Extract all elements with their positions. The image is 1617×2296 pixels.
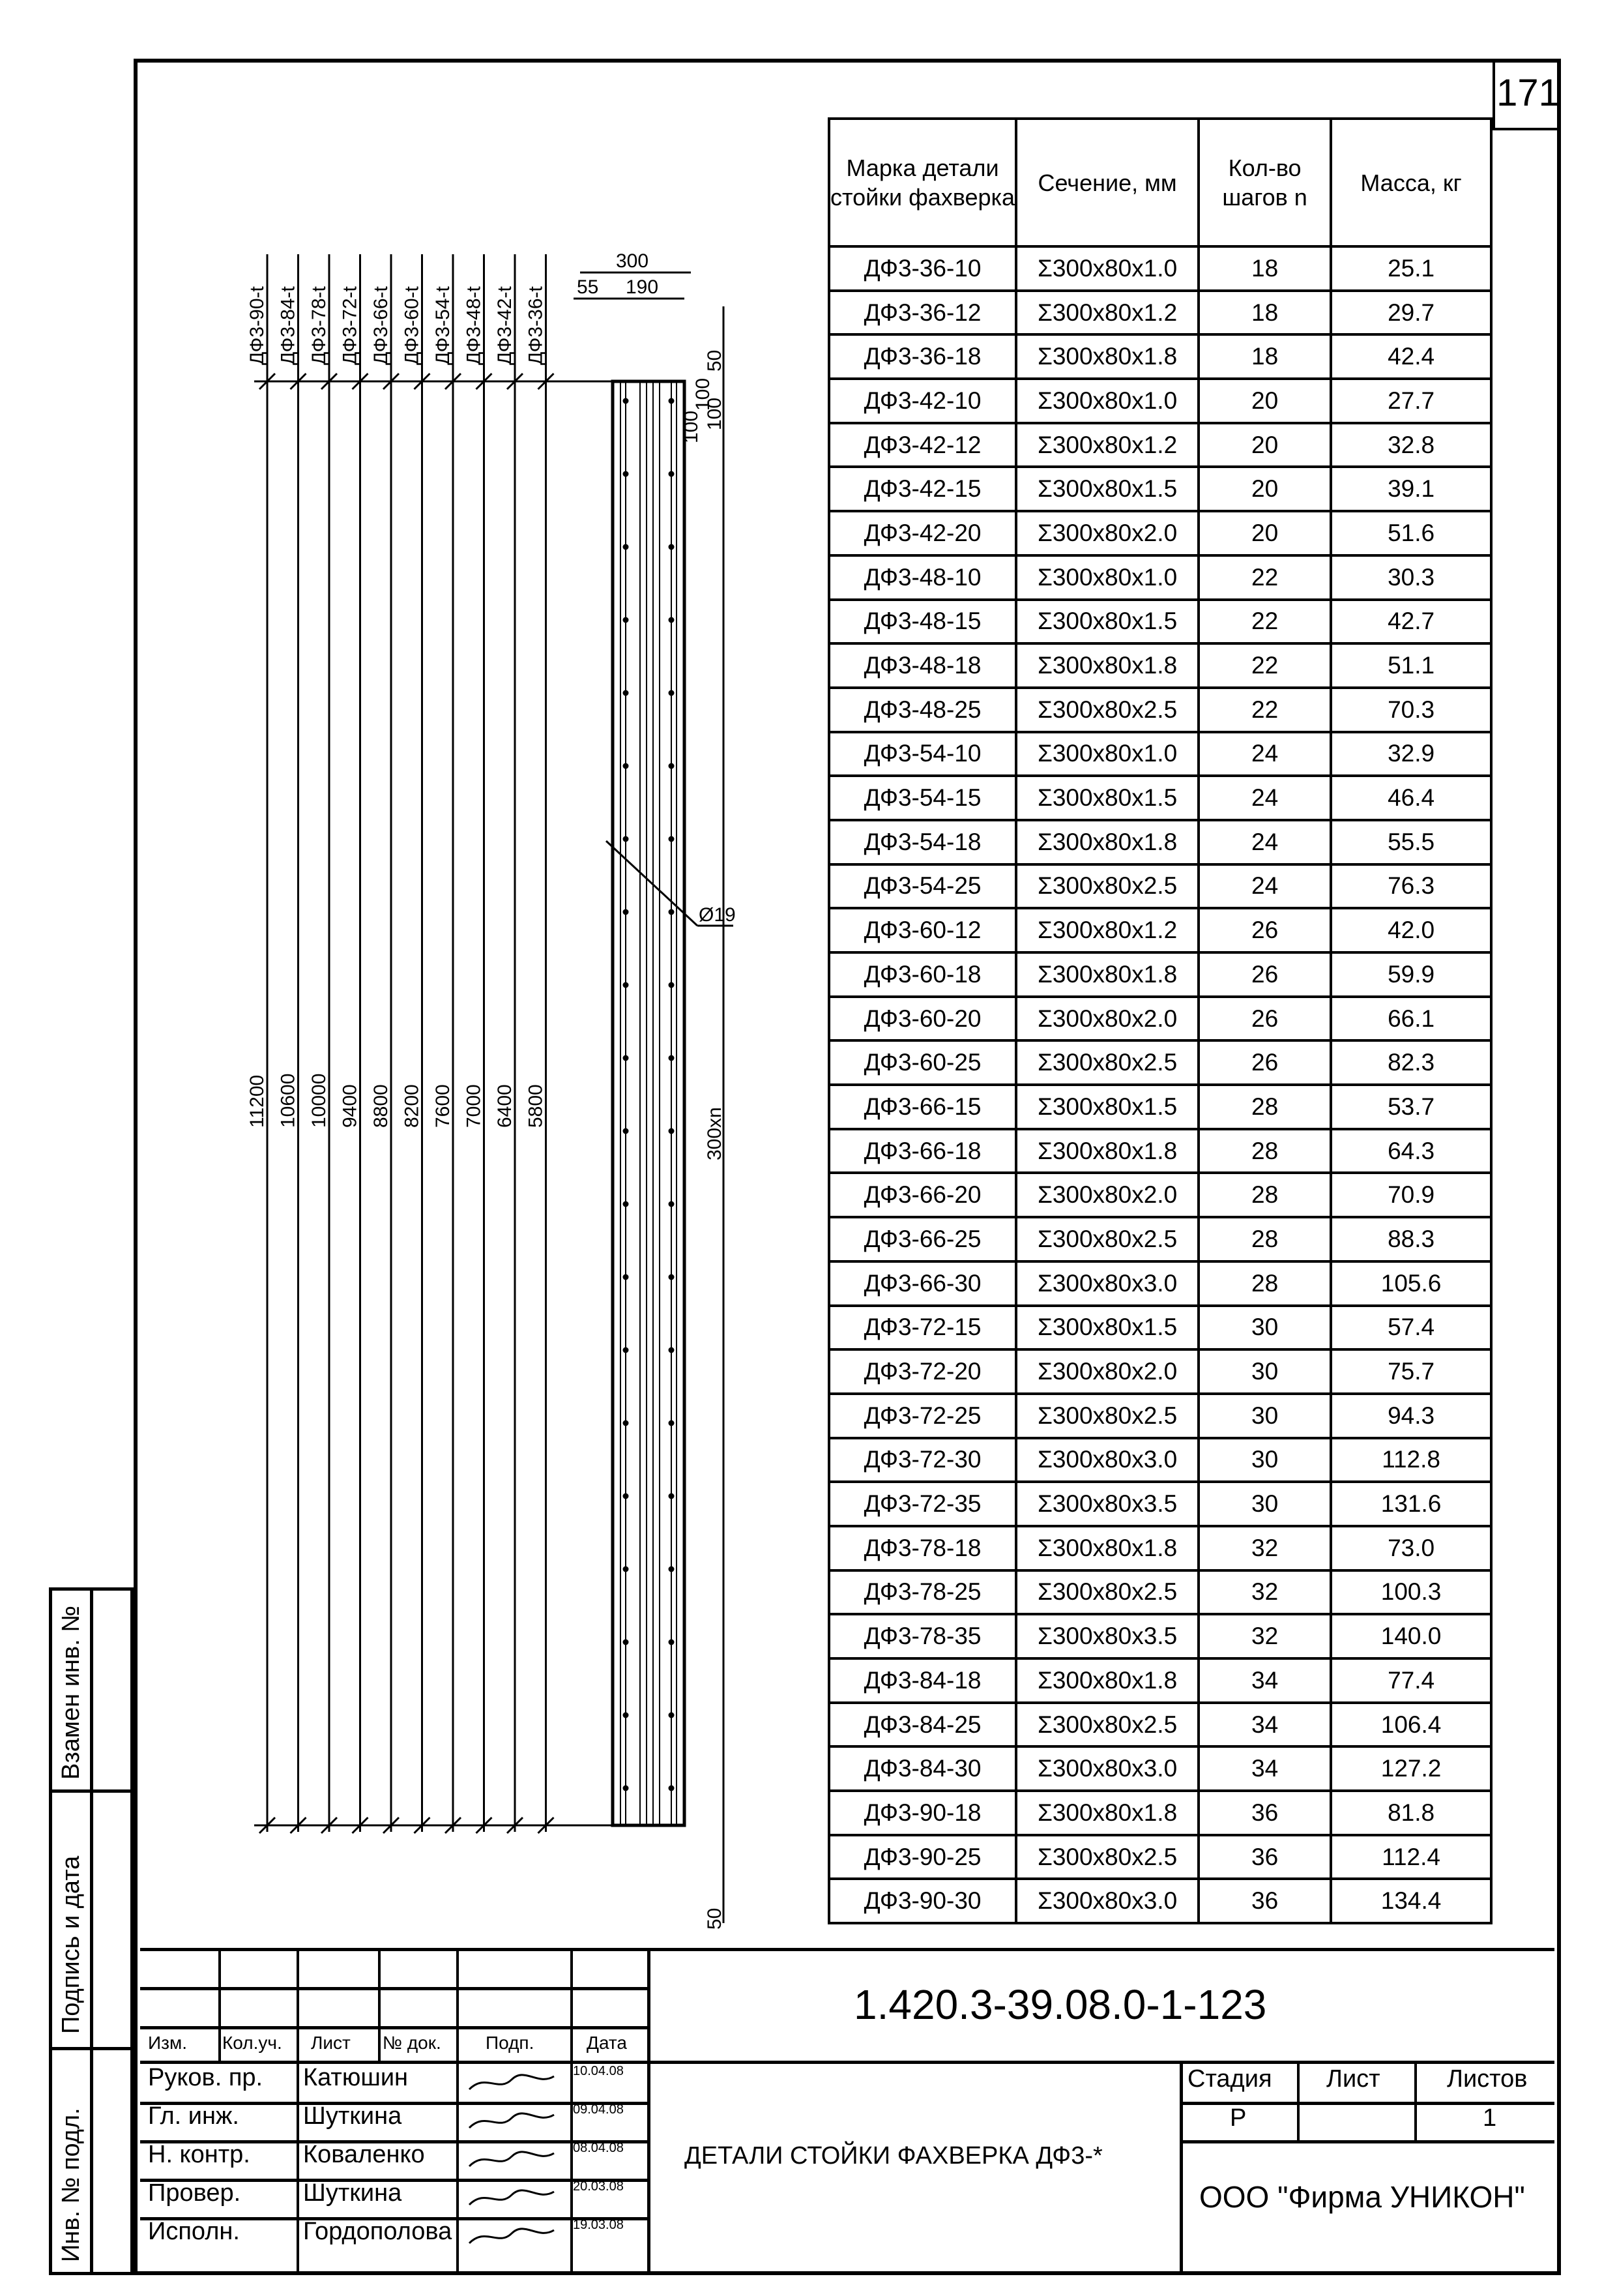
cell-steps: 18 [1199, 246, 1331, 291]
cell-section: Σ300x80x1.5 [1016, 1085, 1199, 1129]
mark-label: ДФ3-78-t [308, 286, 330, 365]
cell-mark: ДФ3-42-10 [829, 379, 1016, 423]
sign-date-label: Подпись и дата [57, 1855, 85, 2034]
cell-section: Σ300x80x2.0 [1016, 997, 1199, 1041]
cell-mark: ДФ3-90-18 [829, 1791, 1016, 1835]
role-0: Руков. пр. [148, 2064, 263, 2091]
dim-190: 190 [626, 276, 659, 298]
cell-section: Σ300x80x1.2 [1016, 908, 1199, 952]
cell-steps: 20 [1199, 511, 1331, 555]
cell-steps: 22 [1199, 643, 1331, 688]
signature [466, 2112, 557, 2131]
cell-mass: 27.7 [1331, 379, 1491, 423]
cell-mass: 51.1 [1331, 643, 1491, 688]
cell-mark: ДФ3-54-18 [829, 820, 1016, 864]
cell-steps: 18 [1199, 291, 1331, 335]
cell-section: Σ300x80x1.5 [1016, 467, 1199, 511]
cell-steps: 24 [1199, 820, 1331, 864]
table-row [829, 555, 1491, 600]
cell-mark: ДФ3-36-12 [829, 291, 1016, 335]
length-label: 9400 [339, 1084, 361, 1128]
cell-steps: 28 [1199, 1217, 1331, 1261]
cell-mass: 81.8 [1331, 1791, 1491, 1835]
table-row [829, 1394, 1491, 1438]
mark-label: ДФ3-90-t [246, 286, 268, 365]
hdr-kol: Кол.уч. [222, 2033, 282, 2053]
table-row [829, 1217, 1491, 1261]
cell-mark: ДФ3-84-18 [829, 1658, 1016, 1703]
cell-steps: 28 [1199, 1261, 1331, 1306]
table-row [829, 997, 1491, 1041]
cell-section: Σ300x80x2.5 [1016, 1703, 1199, 1747]
sheets-value: 1 [1483, 2104, 1497, 2132]
inv-label: Инв. № подл. [57, 2108, 85, 2262]
cell-steps: 36 [1199, 1791, 1331, 1835]
cell-mark: ДФ3-60-20 [829, 997, 1016, 1041]
mark-label: ДФ3-72-t [339, 286, 361, 365]
left-stamp [49, 1587, 134, 2275]
cell-mark: ДФ3-36-10 [829, 246, 1016, 291]
table-row [829, 1703, 1491, 1747]
cell-mark: ДФ3-84-25 [829, 1703, 1016, 1747]
mark-label: ДФ3-36-t [525, 286, 547, 365]
cell-mass: 127.2 [1331, 1746, 1491, 1791]
cell-section: Σ300x80x1.0 [1016, 555, 1199, 600]
sheet-label: Лист [1326, 2065, 1380, 2093]
cell-section: Σ300x80x3.0 [1016, 1746, 1199, 1791]
table-row [829, 1173, 1491, 1217]
cell-section: Σ300x80x1.0 [1016, 732, 1199, 776]
cell-mass: 88.3 [1331, 1217, 1491, 1261]
hdr-sign: Подп. [486, 2033, 534, 2053]
table-row [829, 246, 1491, 291]
cell-section: Σ300x80x2.5 [1016, 1570, 1199, 1615]
cell-mass: 112.8 [1331, 1438, 1491, 1482]
cell-mass: 73.0 [1331, 1526, 1491, 1570]
cell-mark: ДФ3-54-10 [829, 732, 1016, 776]
table-row [829, 1261, 1491, 1306]
length-label: 10600 [277, 1073, 299, 1128]
cell-section: Σ300x80x1.5 [1016, 600, 1199, 644]
length-label: 6400 [494, 1084, 516, 1128]
table-row [829, 1129, 1491, 1173]
cell-steps: 36 [1199, 1835, 1331, 1879]
cell-steps: 18 [1199, 334, 1331, 379]
spec-table [828, 117, 1493, 1924]
cell-section: Σ300x80x2.5 [1016, 1040, 1199, 1085]
cell-section: Σ300x80x2.0 [1016, 511, 1199, 555]
cell-mass: 70.9 [1331, 1173, 1491, 1217]
signature [466, 2150, 557, 2170]
date-2: 08.04.08 [573, 2141, 624, 2155]
dim-100-b: 100 [704, 397, 725, 430]
cell-mark: ДФ3-60-18 [829, 952, 1016, 997]
cell-mark: ДФ3-72-30 [829, 1438, 1016, 1482]
table-row [829, 1879, 1491, 1923]
cell-mark: ДФ3-48-15 [829, 600, 1016, 644]
mark-label: ДФ3-42-t [494, 286, 516, 365]
cell-mass: 42.4 [1331, 334, 1491, 379]
table-row [829, 1085, 1491, 1129]
cell-mark: ДФ3-66-20 [829, 1173, 1016, 1217]
cell-section: Σ300x80x1.8 [1016, 1658, 1199, 1703]
name-4: Гордополова [303, 2218, 452, 2245]
cell-steps: 32 [1199, 1526, 1331, 1570]
cell-steps: 30 [1199, 1306, 1331, 1350]
cell-section: Σ300x80x1.8 [1016, 1129, 1199, 1173]
cell-mark: ДФ3-66-30 [829, 1261, 1016, 1306]
cell-section: Σ300x80x1.8 [1016, 334, 1199, 379]
cell-mass: 64.3 [1331, 1129, 1491, 1173]
cell-section: Σ300x80x1.8 [1016, 1791, 1199, 1835]
signature [466, 2188, 557, 2208]
mark-label: ДФ3-66-t [370, 286, 392, 365]
cell-mass: 100.3 [1331, 1570, 1491, 1615]
cell-steps: 32 [1199, 1614, 1331, 1658]
length-label: 11200 [246, 1074, 268, 1128]
cell-section: Σ300x80x2.0 [1016, 1349, 1199, 1394]
document-title: ДЕТАЛИ СТОЙКИ ФАХВЕРКА ДФ3-* [684, 2142, 1103, 2170]
cell-mark: ДФ3-60-12 [829, 908, 1016, 952]
cell-section: Σ300x80x2.0 [1016, 1173, 1199, 1217]
table-row [829, 732, 1491, 776]
cell-section: Σ300x80x2.5 [1016, 688, 1199, 732]
cell-steps: 22 [1199, 688, 1331, 732]
cell-steps: 24 [1199, 864, 1331, 909]
cell-steps: 24 [1199, 732, 1331, 776]
name-3: Шуткина [303, 2179, 402, 2207]
header-section: Сечение, мм [1016, 119, 1199, 246]
header-mass: Масса, кг [1331, 119, 1491, 246]
role-4: Исполн. [148, 2218, 240, 2245]
cell-section: Σ300x80x1.8 [1016, 1526, 1199, 1570]
cell-steps: 26 [1199, 1040, 1331, 1085]
cell-steps: 32 [1199, 1570, 1331, 1615]
table-row [829, 600, 1491, 644]
mark-label: ДФ3-54-t [432, 286, 454, 365]
cell-mark: ДФ3-66-15 [829, 1085, 1016, 1129]
header-mark: Марка детали стойки фахверка [829, 119, 1016, 246]
cell-section: Σ300x80x1.8 [1016, 643, 1199, 688]
cell-section: Σ300x80x2.5 [1016, 1217, 1199, 1261]
name-0: Катюшин [303, 2064, 409, 2091]
cell-mark: ДФ3-54-15 [829, 776, 1016, 820]
cell-mark: ДФ3-72-20 [829, 1349, 1016, 1394]
cell-mass: 57.4 [1331, 1306, 1491, 1350]
length-label: 8800 [370, 1084, 392, 1128]
drawing-code: 1.420.3-39.08.0-1-123 [854, 1981, 1267, 2028]
cell-steps: 22 [1199, 600, 1331, 644]
table-row [829, 291, 1491, 335]
cell-mark: ДФ3-78-18 [829, 1526, 1016, 1570]
table-row [829, 1438, 1491, 1482]
date-0: 10.04.08 [573, 2064, 624, 2078]
cell-mark: ДФ3-84-30 [829, 1746, 1016, 1791]
table-row [829, 908, 1491, 952]
table-header-row [829, 119, 1491, 246]
date-3: 20.03.08 [573, 2179, 624, 2194]
role-1: Гл. инж. [148, 2102, 239, 2130]
cell-mass: 51.6 [1331, 511, 1491, 555]
table-row [829, 423, 1491, 467]
cell-mass: 42.0 [1331, 908, 1491, 952]
cell-mark: ДФ3-42-12 [829, 423, 1016, 467]
table-row [829, 334, 1491, 379]
table-row [829, 820, 1491, 864]
cell-section: Σ300x80x1.0 [1016, 379, 1199, 423]
cell-mass: 112.4 [1331, 1835, 1491, 1879]
cell-steps: 20 [1199, 379, 1331, 423]
name-1: Шуткина [303, 2102, 402, 2130]
role-2: Н. контр. [148, 2141, 250, 2168]
cell-steps: 26 [1199, 908, 1331, 952]
cell-mass: 70.3 [1331, 688, 1491, 732]
table-row [829, 776, 1491, 820]
cell-mark: ДФ3-72-15 [829, 1306, 1016, 1350]
cell-mass: 30.3 [1331, 555, 1491, 600]
cell-mark: ДФ3-72-35 [829, 1482, 1016, 1526]
mark-label: ДФ3-60-t [401, 286, 423, 365]
dim-50-bottom: 50 [704, 1907, 725, 1930]
hdr-izm: Изм. [148, 2033, 187, 2053]
cell-steps: 20 [1199, 423, 1331, 467]
stage-value: Р [1230, 2104, 1247, 2132]
hdr-date: Дата [587, 2033, 628, 2053]
cell-mark: ДФ3-54-25 [829, 864, 1016, 909]
column-outline [613, 381, 684, 1825]
cell-mark: ДФ3-90-25 [829, 1835, 1016, 1879]
mark-label: ДФ3-48-t [463, 286, 485, 365]
table-row [829, 1570, 1491, 1615]
table-row [829, 467, 1491, 511]
cell-mass: 105.6 [1331, 1261, 1491, 1306]
cell-mark: ДФ3-48-25 [829, 688, 1016, 732]
cell-mark: ДФ3-90-30 [829, 1879, 1016, 1923]
table-row [829, 379, 1491, 423]
cell-section: Σ300x80x3.0 [1016, 1438, 1199, 1482]
stage-label: Стадия [1187, 2065, 1272, 2093]
cell-mass: 55.5 [1331, 820, 1491, 864]
cell-section: Σ300x80x1.8 [1016, 952, 1199, 997]
cell-mass: 106.4 [1331, 1703, 1491, 1747]
cell-section: Σ300x80x3.5 [1016, 1614, 1199, 1658]
cell-mark: ДФ3-48-10 [829, 555, 1016, 600]
table-row [829, 1658, 1491, 1703]
cell-mark: ДФ3-66-18 [829, 1129, 1016, 1173]
table-row [829, 1482, 1491, 1526]
cell-steps: 22 [1199, 555, 1331, 600]
name-2: Коваленко [303, 2141, 425, 2168]
cell-mark: ДФ3-78-35 [829, 1614, 1016, 1658]
cell-mark: ДФ3-42-15 [829, 467, 1016, 511]
table-row [829, 1791, 1491, 1835]
signature [466, 2073, 557, 2093]
cell-mark: ДФ3-60-25 [829, 1040, 1016, 1085]
sheets-label: Листов [1447, 2065, 1528, 2093]
cell-section: Σ300x80x3.0 [1016, 1879, 1199, 1923]
cell-steps: 20 [1199, 467, 1331, 511]
cell-steps: 26 [1199, 952, 1331, 997]
title-block [140, 1948, 1561, 2275]
table-row [829, 643, 1491, 688]
cell-mark: ДФ3-36-18 [829, 334, 1016, 379]
cell-mark: ДФ3-72-25 [829, 1394, 1016, 1438]
table-row [829, 511, 1491, 555]
cell-steps: 30 [1199, 1394, 1331, 1438]
cell-section: Σ300x80x1.5 [1016, 776, 1199, 820]
mark-label: ДФ3-84-t [277, 286, 299, 365]
cell-steps: 30 [1199, 1438, 1331, 1482]
cell-steps: 34 [1199, 1658, 1331, 1703]
signature [466, 2227, 557, 2246]
dim-50-top: 50 [704, 349, 725, 372]
cell-mark: ДФ3-78-25 [829, 1570, 1016, 1615]
cell-mass: 46.4 [1331, 776, 1491, 820]
cell-steps: 28 [1199, 1085, 1331, 1129]
cell-mark: ДФ3-66-25 [829, 1217, 1016, 1261]
cell-mass: 42.7 [1331, 600, 1491, 644]
cell-section: Σ300x80x3.5 [1016, 1482, 1199, 1526]
table-row [829, 1835, 1491, 1879]
replace-inv-label: Взамен инв. № [57, 1606, 85, 1780]
cell-mark: ДФ3-42-20 [829, 511, 1016, 555]
cell-mass: 77.4 [1331, 1658, 1491, 1703]
length-label: 7000 [463, 1084, 485, 1128]
cell-mass: 53.7 [1331, 1085, 1491, 1129]
role-3: Провер. [148, 2179, 241, 2207]
cell-mass: 134.4 [1331, 1879, 1491, 1923]
cell-section: Σ300x80x2.5 [1016, 864, 1199, 909]
dim-300: 300 [616, 250, 649, 272]
column-drawing [196, 215, 821, 1943]
cell-mass: 32.8 [1331, 423, 1491, 467]
dim-55: 55 [577, 276, 599, 298]
cell-mass: 32.9 [1331, 732, 1491, 776]
cell-mass: 25.1 [1331, 246, 1491, 291]
table-row [829, 952, 1491, 997]
company-name: ООО "Фирма УНИКОН" [1199, 2180, 1525, 2214]
cell-mass: 66.1 [1331, 997, 1491, 1041]
cell-mass: 29.7 [1331, 291, 1491, 335]
cell-mass: 131.6 [1331, 1482, 1491, 1526]
length-label: 10000 [308, 1073, 330, 1128]
dim-100-c: 100 [680, 410, 702, 443]
table-row [829, 1614, 1491, 1658]
header-steps: Кол-во шагов n [1199, 119, 1331, 246]
date-1: 09.04.08 [573, 2102, 624, 2117]
cell-mass: 75.7 [1331, 1349, 1491, 1394]
cell-steps: 34 [1199, 1703, 1331, 1747]
table-row [829, 1306, 1491, 1350]
cell-section: Σ300x80x1.5 [1016, 1306, 1199, 1350]
length-label: 5800 [525, 1084, 547, 1128]
cell-mass: 59.9 [1331, 952, 1491, 997]
length-label: 7600 [432, 1084, 454, 1128]
cell-mass: 39.1 [1331, 467, 1491, 511]
table-row [829, 864, 1491, 909]
date-4: 19.03.08 [573, 2218, 624, 2232]
length-label: 8200 [401, 1084, 423, 1128]
sheet-number: 171 [1493, 59, 1561, 130]
cell-mark: ДФ3-48-18 [829, 643, 1016, 688]
table-row [829, 1349, 1491, 1394]
cell-section: Σ300x80x1.8 [1016, 820, 1199, 864]
cell-steps: 24 [1199, 776, 1331, 820]
cell-mass: 140.0 [1331, 1614, 1491, 1658]
table-row [829, 688, 1491, 732]
cell-steps: 28 [1199, 1129, 1331, 1173]
cell-steps: 30 [1199, 1482, 1331, 1526]
hdr-doc: № док. [383, 2033, 441, 2053]
cell-section: Σ300x80x1.2 [1016, 423, 1199, 467]
cell-section: Σ300x80x1.2 [1016, 291, 1199, 335]
cell-mass: 76.3 [1331, 864, 1491, 909]
cell-mass: 94.3 [1331, 1394, 1491, 1438]
cell-steps: 30 [1199, 1349, 1331, 1394]
dim-300xn: 300xn [704, 1107, 725, 1160]
cell-mass: 82.3 [1331, 1040, 1491, 1085]
table-row [829, 1526, 1491, 1570]
cell-steps: 34 [1199, 1746, 1331, 1791]
cell-section: Σ300x80x2.5 [1016, 1394, 1199, 1438]
table-row [829, 1746, 1491, 1791]
cell-section: Σ300x80x3.0 [1016, 1261, 1199, 1306]
cell-steps: 28 [1199, 1173, 1331, 1217]
cell-steps: 36 [1199, 1879, 1331, 1923]
hole-diameter-label: Ø19 [699, 904, 736, 926]
hdr-list: Лист [311, 2033, 351, 2053]
cell-section: Σ300x80x1.0 [1016, 246, 1199, 291]
table-row [829, 1040, 1491, 1085]
dim-100-a: 100 [692, 377, 714, 411]
cell-steps: 26 [1199, 997, 1331, 1041]
cell-section: Σ300x80x2.5 [1016, 1835, 1199, 1879]
